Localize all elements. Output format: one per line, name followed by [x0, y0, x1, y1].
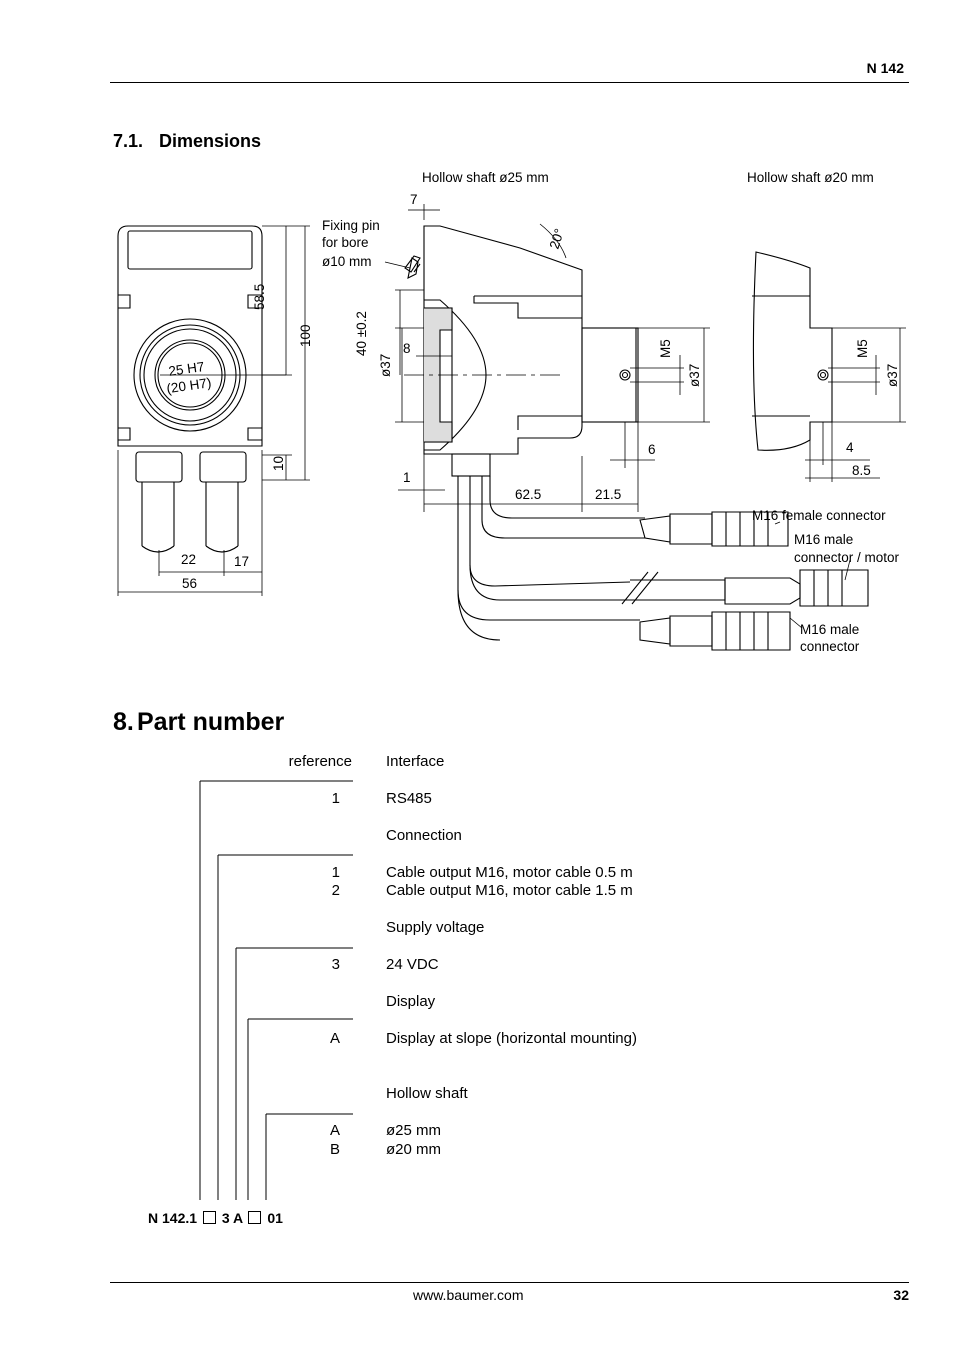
- option-ref: 1: [331, 790, 340, 807]
- option-ref: 2: [331, 882, 340, 899]
- document-code: N 142: [866, 60, 904, 76]
- footer-rule: [110, 1282, 909, 1283]
- footer-url[interactable]: www.baumer.com: [413, 1287, 524, 1303]
- placeholder-box: [203, 1211, 216, 1224]
- label-fixing-2: for bore: [322, 235, 369, 250]
- label-m16-male-1: M16 male: [800, 622, 860, 637]
- bore-20: (20 H7): [165, 375, 213, 397]
- option-ref: A: [329, 1122, 340, 1139]
- dim-4: 4: [846, 440, 854, 455]
- dim-62-5: 62.5: [515, 487, 542, 502]
- dim-40: 40 ±0.2: [354, 311, 369, 356]
- group-title-display: Display: [386, 993, 436, 1010]
- dim-8: 8: [403, 341, 411, 356]
- option-text: ø25 mm: [386, 1122, 442, 1139]
- dim-d37-c: ø37: [885, 363, 900, 387]
- group-title-interface: Interface: [386, 753, 445, 770]
- dim-6: 6: [648, 442, 656, 457]
- group-title-supply-voltage: Supply voltage: [386, 919, 485, 936]
- heading-text: Part number: [137, 708, 285, 736]
- label-m16-female: M16 female connector: [752, 508, 886, 523]
- reference-label: reference: [288, 753, 352, 770]
- dim-d37-a: ø37: [378, 353, 393, 377]
- bore-25: 25 H7: [167, 359, 206, 379]
- code-mid: 3 A: [221, 1210, 243, 1226]
- dim-17: 17: [234, 554, 250, 569]
- label-hollow-20: Hollow shaft ø20 mm: [747, 170, 874, 185]
- option-text: 24 VDC: [386, 956, 439, 973]
- section-number: 7.1.: [113, 131, 144, 151]
- label-fixing-3: ø10 mm: [322, 254, 372, 269]
- label-fixing-1: Fixing pin: [322, 218, 380, 233]
- option-text: ø20 mm: [386, 1141, 442, 1158]
- placeholder-box: [248, 1211, 261, 1224]
- dim-d37-b: ø37: [687, 363, 702, 387]
- dim-20-deg: 20°: [546, 226, 568, 251]
- heading-number: 8.: [113, 708, 134, 736]
- label-m16-male-2: connector: [800, 639, 860, 654]
- dim-8-5: 8.5: [852, 463, 871, 478]
- option-ref: B: [329, 1141, 340, 1158]
- group-title-connection: Connection: [386, 827, 462, 844]
- option-text: Display at slope (horizontal mounting): [386, 1030, 637, 1047]
- dim-m5-b: M5: [855, 339, 870, 358]
- label-m16-male-motor-2: connector / motor: [794, 550, 900, 565]
- code-suffix: 01: [267, 1210, 283, 1226]
- dim-100: 100: [298, 324, 313, 347]
- option-ref: 1: [331, 864, 340, 881]
- dim-m5-a: M5: [658, 339, 673, 358]
- label-hollow-25: Hollow shaft ø25 mm: [422, 170, 549, 185]
- option-text: Cable output M16, motor cable 0.5 m: [386, 864, 633, 881]
- dim-1: 1: [403, 470, 411, 485]
- group-title-hollow-shaft: Hollow shaft: [386, 1085, 468, 1102]
- dim-7: 7: [410, 192, 418, 207]
- page-number: 32: [893, 1287, 909, 1303]
- code-prefix: N 142.1: [148, 1210, 198, 1226]
- option-text: Cable output M16, motor cable 1.5 m: [386, 882, 633, 899]
- dim-10: 10: [271, 455, 286, 471]
- section-title-text: Dimensions: [159, 131, 262, 151]
- dim-58-5: 58.5: [252, 283, 267, 310]
- dim-21-5: 21.5: [595, 487, 622, 502]
- option-ref: A: [329, 1030, 340, 1047]
- label-m16-male-motor-1: M16 male: [794, 532, 854, 547]
- dim-56: 56: [182, 576, 198, 591]
- option-ref: 3: [331, 956, 340, 973]
- dim-22: 22: [181, 552, 197, 567]
- part-number-code: [148, 1210, 283, 1226]
- option-text: RS485: [386, 790, 432, 807]
